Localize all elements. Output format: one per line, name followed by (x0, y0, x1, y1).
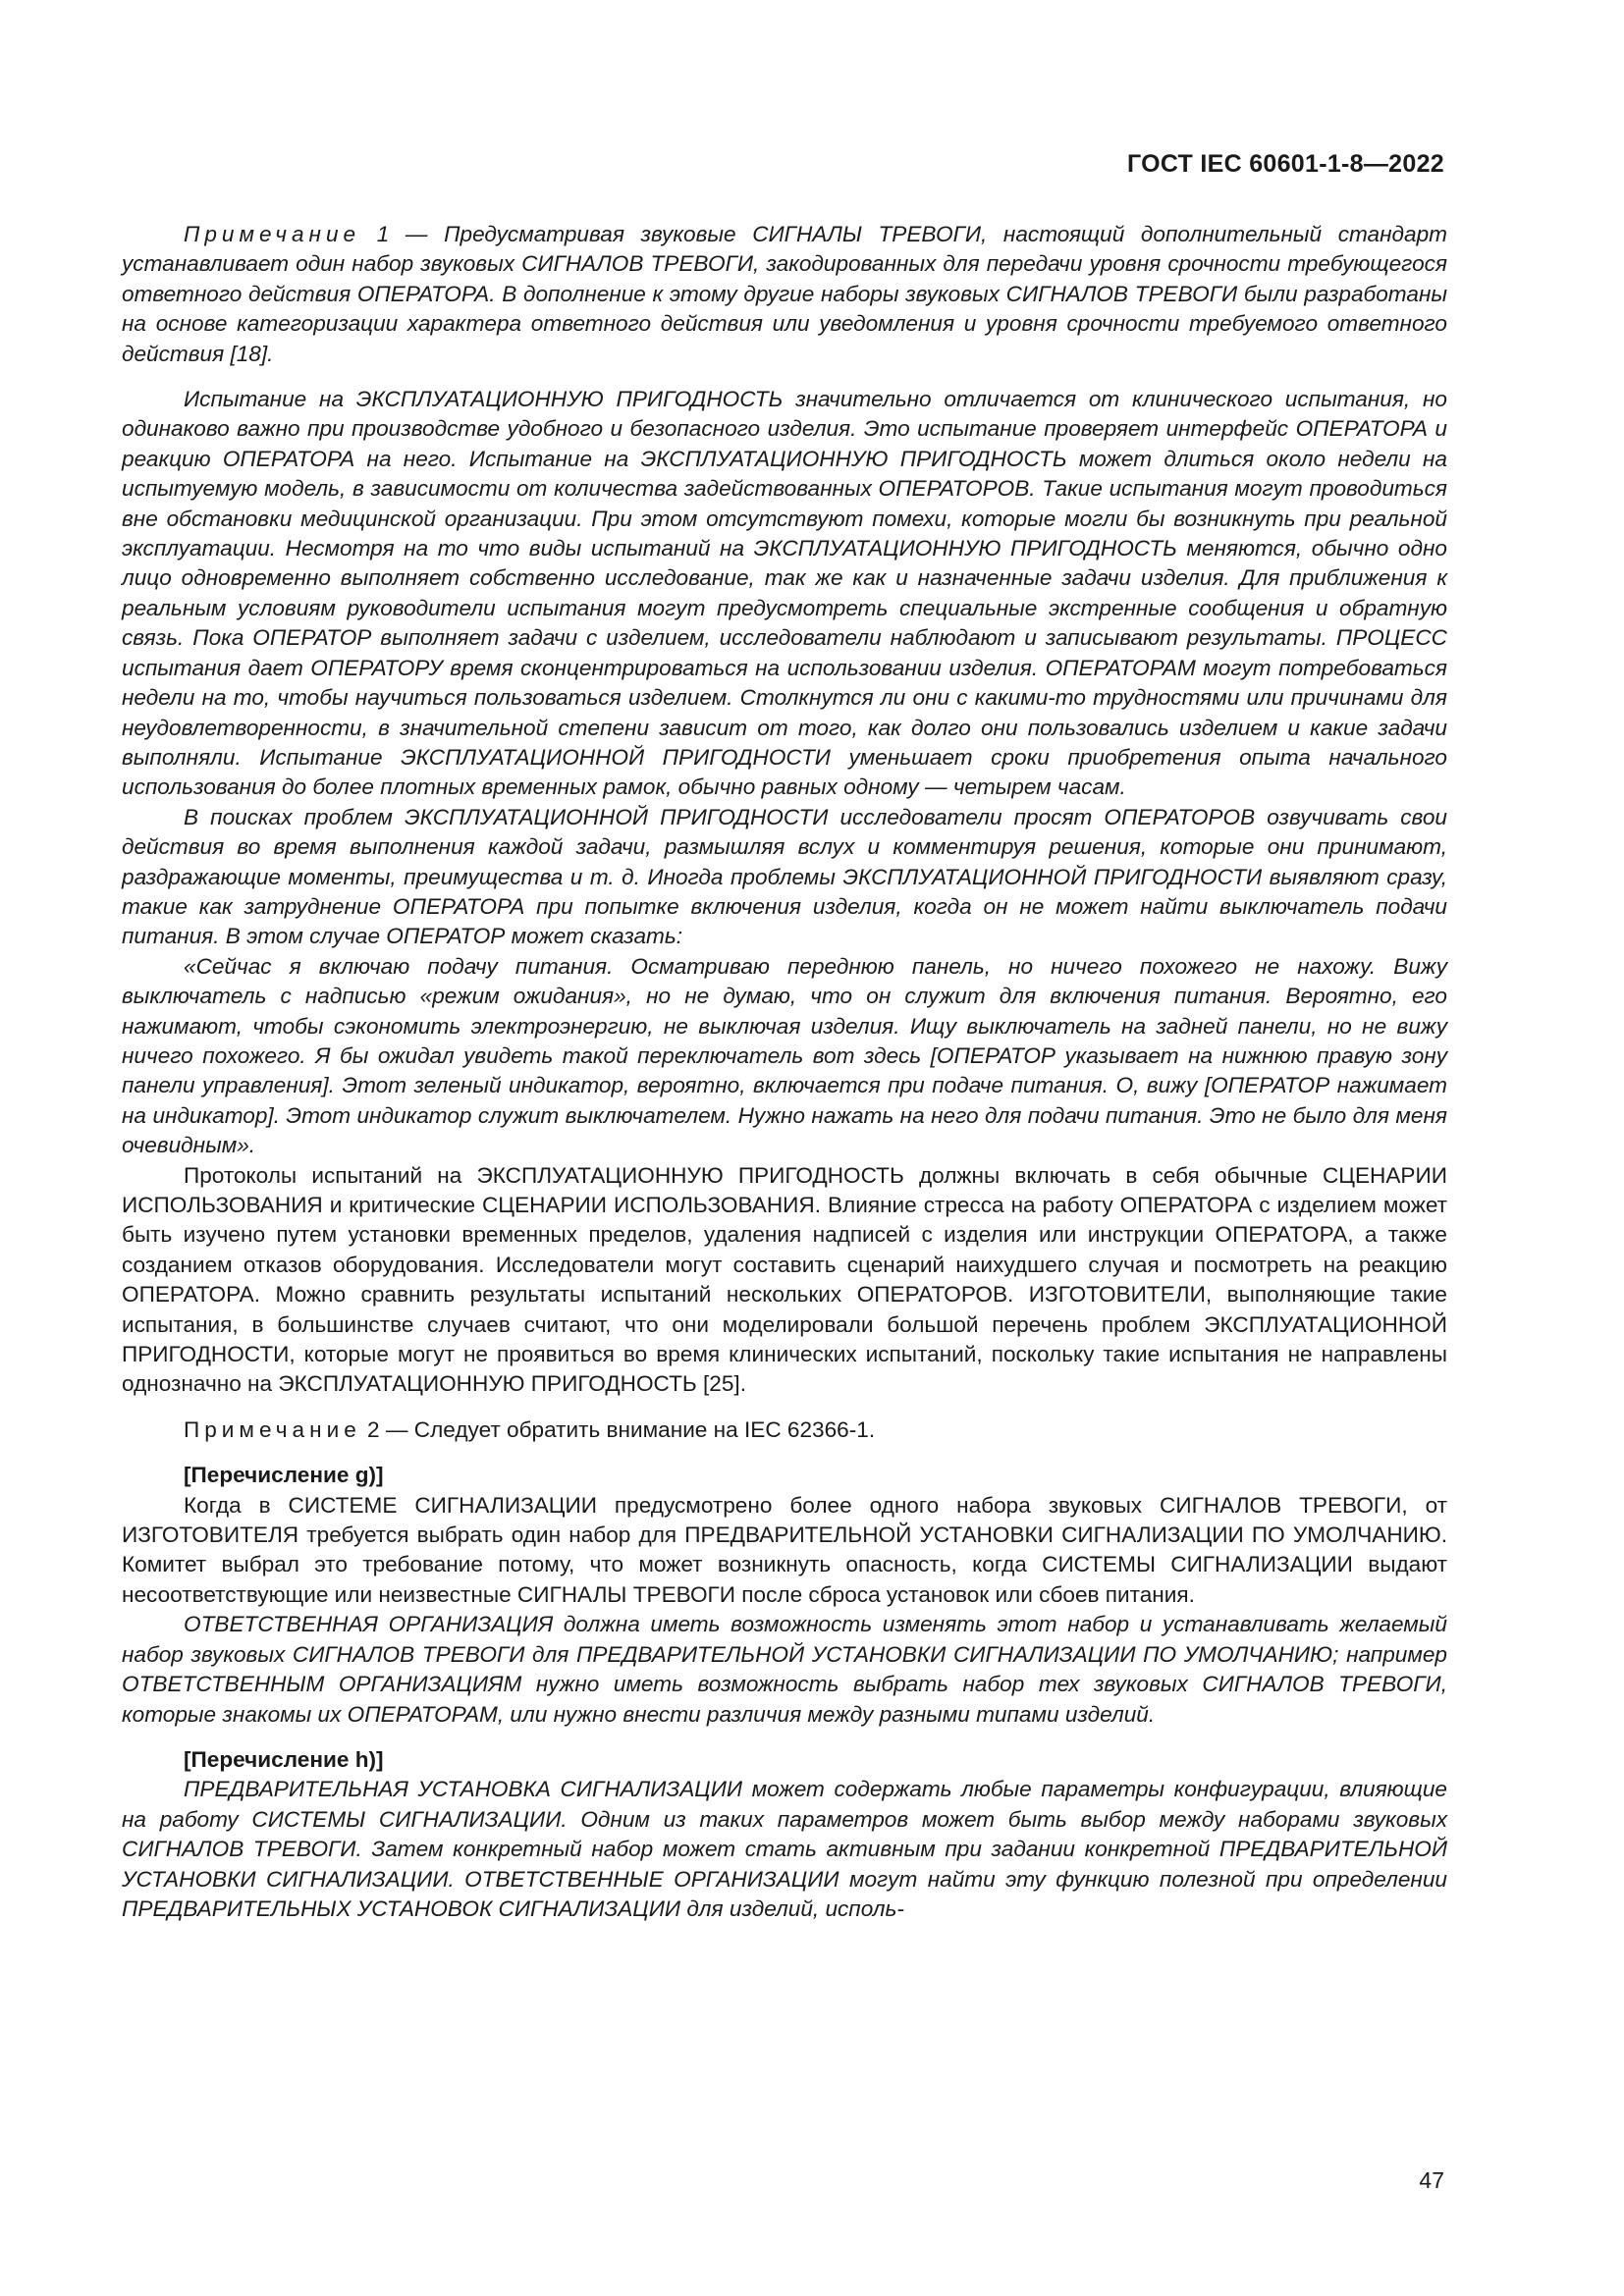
paragraph-h-1: ПРЕДВАРИТЕЛЬНАЯ УСТАНОВКА СИГНАЛИЗАЦИИ может содержать любые параметры конфигурации, влияющие на работу СИСТЕМЫ СИГНАЛИЗАЦИИ. Одним из таких параметров может быть выбор между наборами звуковых СИГНАЛОВ ТРЕВОГИ. Затем конкретный набор может стать активным при задании конкретной ПРЕДВАРИТЕЛЬНОЙ УСТАНОВКИ СИГНАЛИЗАЦИИ. ОТВЕТСТВЕННЫЕ ОРГАНИЗАЦИИ могут найти эту функцию полезной при определении ПРЕДВАРИТЕЛЬНЫХ УСТАНОВОК СИГНАЛИЗАЦИИ для изделий, исполь- (122, 1777, 1447, 1921)
document-header: ГОСТ IEC 60601-1-8—2022 (1126, 150, 1444, 178)
note-label: Примечание (184, 222, 361, 246)
paragraph-operator-quote: «Сейчас я включаю подачу питания. Осматриваю переднюю панель, но ничего похожего не нахожу. Вижу выключатель с надписью «режим ожидания», но не думаю, что он служит для включения питания. Вероятно, его нажимают, чтобы сэкономить электроэнергию, не выключая изделия. Ищу выключатель на задней панели, но не вижу ничего похожего. Я бы ожидал увидеть такой переключатель вот здесь [ОПЕРАТОР указывает на нижнюю правую зону панели управления]. Этот зеленый индикатор, вероятно, включается при подаче питания. О, вижу [ОПЕРАТОР нажимает на индикатор]. Этот индикатор служит выключателем. Нужно нажать на него для подачи питания. Это не было для меня очевидным». (122, 953, 1447, 1158)
paragraph-g-2: ОТВЕТСТВЕННАЯ ОРГАНИЗАЦИЯ должна иметь возможность изменять этот набор и устанавливать желаемый набор звуковых СИГНАЛОВ ТРЕВОГИ для ПРЕДВАРИТЕЛЬНОЙ УСТАНОВКИ СИГНАЛИЗАЦИИ ПО УМОЛЧАНИЮ; например ОТВЕТСТВЕННЫМ ОРГАНИЗАЦИЯМ нужно иметь возможность выбрать набор тех звуковых СИГНАЛОВ ТРЕВОГИ, которые знакомы их ОПЕРАТОРАМ, или нужно внести различия между разными типами изделий. (122, 1612, 1447, 1727)
page-number: 47 (1419, 2167, 1444, 2193)
note-label: Примечание (184, 1416, 361, 1442)
section-heading-h: [Перечисление h)] (184, 1746, 384, 1772)
note-text: 1 — Предусматривая звуковые СИГНАЛЫ ТРЕВОГИ, настоящий дополнительный стандарт устанавливает один набор звуковых СИГНАЛОВ ТРЕВОГИ, закодированных для передачи уровня срочности требующегося ответного действия ОПЕРАТОРА. В дополнение к этому другие наборы звуковых СИГНАЛОВ ТРЕВОГИ были разработаны на основе категоризации характера ответного действия или уведомления и уровня срочности требуемого ответного действия [18]. (122, 222, 1447, 366)
page-body (122, 220, 1447, 1924)
paragraph-test-protocols: Протоколы испытаний на ЭКСПЛУАТАЦИОННУЮ ПРИГОДНОСТЬ должны включать в себя обычные СЦЕНАРИИ ИСПОЛЬЗОВАНИЯ и критические СЦЕНАРИИ ИСПОЛЬЗОВАНИЯ. Влияние стресса на работу ОПЕРАТОРА с изделием может быть изучено путем установки временных пределов, удаления надписей с изделия или инструкции ОПЕРАТОРА, а также созданием отказов оборудования. Исследователи могут составить сценарий наихудшего случая и посмотреть на реакцию ОПЕРАТОРА. Можно сравнить результаты испытаний нескольких ОПЕРАТОРОВ. ИЗГОТОВИТЕЛИ, выполняющие такие испытания, в большинстве случаев считают, что они моделировали большой перечень проблем ЭКСПЛУАТАЦИОННОЙ ПРИГОДНОСТИ, которые могут не проявиться во время клинических испытаний, поскольку такие испытания не направлены однозначно на ЭКСПЛУАТАЦИОННУЮ ПРИГОДНОСТЬ [25]. (122, 1162, 1447, 1397)
paragraph-g-1: Когда в СИСТЕМЕ СИГНАЛИЗАЦИИ предусмотрено более одного набора звуковых СИГНАЛОВ ТРЕВОГИ, от ИЗГОТОВИТЕЛЯ требуется выбрать один набор для ПРЕДВАРИТЕЛЬНОЙ УСТАНОВКИ СИГНАЛИЗАЦИИ ПО УМОЛЧАНИЮ. Комитет выбрал это требование потому, что может возникнуть опасность, когда СИСТЕМЫ СИГНАЛИЗАЦИИ выдают несоответствующие или неизвестные СИГНАЛЫ ТРЕВОГИ после сброса установок или сбоев питания. (122, 1492, 1447, 1607)
note-text: 2 — Следует обратить внимание на IEC 62366-1. (360, 1416, 876, 1442)
note-1 (122, 220, 1447, 369)
paragraph-usability-problems: В поисках проблем ЭКСПЛУАТАЦИОННОЙ ПРИГОДНОСТИ исследователи просят ОПЕРАТОРОВ озвучивать свои действия во время выполнения каждой задачи, размышляя вслух и комментируя решения, которые они принимают, раздражающие моменты, преимущества и т. д. Иногда проблемы ЭКСПЛУАТАЦИОННОЙ ПРИГОДНОСТИ выявляют сразу, такие как затруднение ОПЕРАТОРА при попытке включения изделия, когда он не может найти выключатель подачи питания. В этом случае ОПЕРАТОР может сказать: (122, 804, 1447, 949)
section-heading-g: [Перечисление g)] (184, 1463, 384, 1488)
note-2 (122, 1415, 1447, 1445)
paragraph-usability-testing: Испытание на ЭКСПЛУАТАЦИОННУЮ ПРИГОДНОСТЬ значительно отличается от клинического испытания, но одинаково важно при производстве удобного и безопасного изделия. Это испытание проверяет интерфейс ОПЕРАТОРА и реакцию ОПЕРАТОРА на него. Испытание на ЭКСПЛУАТАЦИОННУЮ ПРИГОДНОСТЬ может длиться около недели на испытуемую модель, в зависимости от количества задействованных ОПЕРАТОРОВ. Такие испытания могут проводиться вне обстановки медицинской организации. При этом отсутствуют помехи, которые могли бы возникнуть при реальной эксплуатации. Несмотря на то что виды испытаний на ЭКСПЛУАТАЦИОННУЮ ПРИГОДНОСТЬ меняются, обычно одно лицо одновременно выполняет собственно исследование, так же как и назначенные задачи изделия. Для приближения к реальным условиям руководители испытания могут предусмотреть специальные экстренные сообщения и обратную связь. Пока ОПЕРАТОР выполняет задачи с изделием, исследователи наблюдают и записывают результаты. ПРОЦЕСС испытания дает ОПЕРАТОРУ время сконцентрироваться на использовании изделия. ОПЕРАТОРАМ могут потребоваться недели на то, чтобы научиться пользоваться изделием. Столкнутся ли они с какими-то трудностями или причинами для неудовлетворенности, в значительной степени зависит от того, как долго они пользовались изделием и какие задачи выполняли. Испытание ЭКСПЛУАТАЦИОННОЙ ПРИГОДНОСТИ уменьшает сроки приобретения опыта начального использования до более плотных временных рамок, обычно равных одному — четырем часам. (122, 387, 1447, 800)
